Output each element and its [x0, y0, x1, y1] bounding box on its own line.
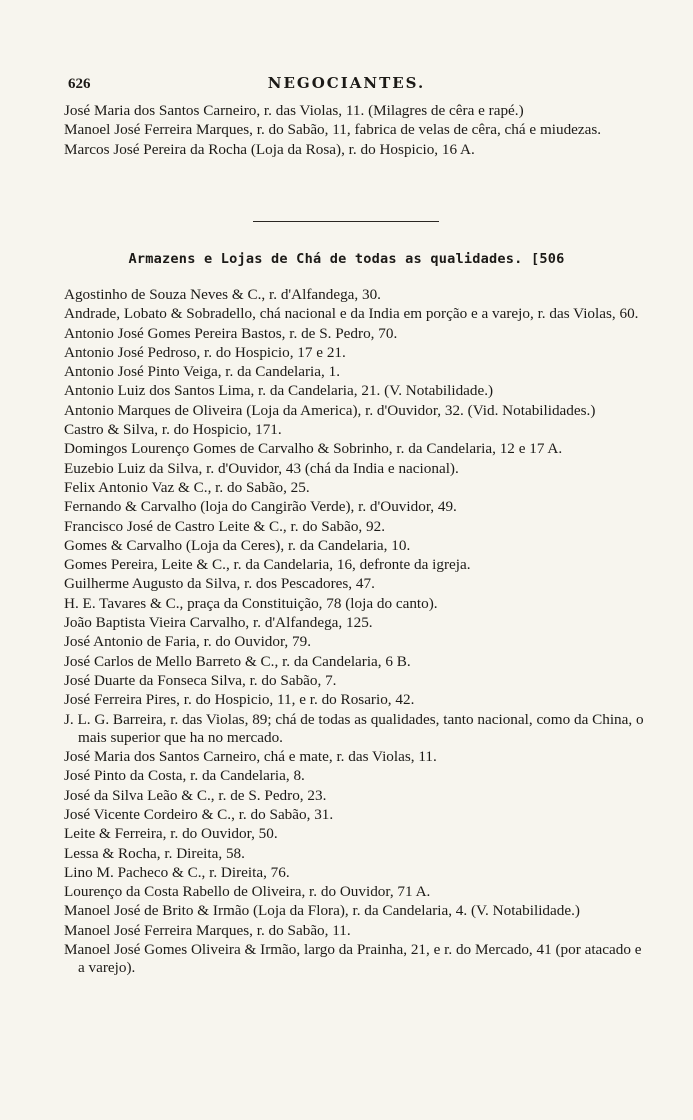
list-item: João Baptista Vieira Carvalho, r. d'Alfandega, 125.	[64, 614, 373, 632]
list-item: Fernando & Carvalho (loja do Cangirão Verde), r. d'Ouvidor, 49.	[64, 498, 457, 516]
list-item: Manoel José Gomes Oliveira & Irmão, largo da Prainha, 21, e r. do Mercado, 41 (por atacado e a varejo).	[64, 941, 642, 977]
page-number: 626	[68, 76, 91, 92]
list-item: Antonio Marques de Oliveira (Loja da America), r. d'Ouvidor, 32. (Vid. Notabilidades.)	[64, 401, 596, 419]
list-item: Manoel José de Brito & Irmão (Loja da Flora), r. da Candelaria, 4. (V. Notabilidade.)	[64, 902, 580, 920]
list-item: Gomes Pereira, Leite & C., r. da Candelaria, 16, defronte da igreja.	[64, 556, 471, 574]
list-item: Manoel José Ferreira Marques, r. do Sabão, 11.	[64, 921, 351, 939]
running-title: NEGOCIANTES.	[267, 74, 426, 92]
list-item: Guilherme Augusto da Silva, r. dos Pescadores, 47.	[64, 575, 375, 593]
list-item: Castro & Silva, r. do Hospicio, 171.	[64, 421, 282, 439]
section-heading: Armazens e Lojas de Chá de todas as qualidades. [506	[128, 251, 565, 267]
list-item: José Antonio de Faria, r. do Ouvidor, 79.	[64, 633, 312, 651]
list-item: Francisco José de Castro Leite & C., r. do Sabão, 92.	[64, 517, 385, 535]
list-item: Gomes & Carvalho (Loja da Ceres), r. da Candelaria, 10.	[64, 536, 411, 554]
list-item: José Pinto da Costa, r. da Candelaria, 8.	[64, 767, 305, 785]
list-item: José da Silva Leão & C., r. de S. Pedro, 23.	[64, 786, 327, 804]
list-item: Antonio José Pinto Veiga, r. da Candelaria, 1.	[64, 363, 341, 381]
list-item: Marcos José Pereira da Rocha (Loja da Rosa), r. do Hospicio, 16 A.	[64, 140, 475, 158]
list-item: José Carlos de Mello Barreto & C., r. da Candelaria, 6 B.	[64, 652, 411, 670]
list-item: Andrade, Lobato & Sobradello, chá nacional e da India em porção e a varejo, r. das Violas, 60.	[64, 305, 639, 323]
list-item: José Duarte da Fonseca Silva, r. do Sabão, 7.	[64, 671, 337, 689]
list-item: José Vicente Cordeiro & C., r. do Sabão, 31.	[64, 805, 334, 823]
tea-shop-list	[64, 286, 644, 979]
list-item: Lourenço da Costa Rabello de Oliveira, r. do Ouvidor, 71 A.	[64, 883, 431, 901]
list-item: Domingos Lourenço Gomes de Carvalho & Sobrinho, r. da Candelaria, 12 e 17 A.	[64, 440, 563, 458]
list-item: Agostinho de Souza Neves & C., r. d'Alfandega, 30.	[64, 286, 381, 303]
list-item: José Maria dos Santos Carneiro, chá e mate, r. das Violas, 11.	[64, 748, 437, 766]
page-header	[0, 74, 693, 96]
section-divider	[253, 221, 439, 222]
list-item: José Maria dos Santos Carneiro, r. das Violas, 11. (Milagres de cêra e rapé.)	[64, 102, 524, 119]
list-item: H. E. Tavares & C., praça da Constituição, 78 (loja do canto).	[64, 594, 438, 612]
list-item: Lino M. Pacheco & C., r. Direita, 76.	[64, 863, 290, 881]
list-item: José Ferreira Pires, r. do Hospicio, 11, e r. do Rosario, 42.	[64, 691, 415, 709]
list-item: Manoel José Ferreira Marques, r. do Sabão, 11, fabrica de velas de cêra, chá e miudezas.	[64, 121, 602, 139]
list-item: Antonio Luiz dos Santos Lima, r. da Candelaria, 21. (V. Notabilidade.)	[64, 382, 494, 400]
list-item: Felix Antonio Vaz & C., r. do Sabão, 25.	[64, 478, 310, 496]
list-item: Leite & Ferreira, r. do Ouvidor, 50.	[64, 825, 278, 843]
list-item: Antonio José Pedroso, r. do Hospicio, 17 e 21.	[64, 343, 346, 361]
list-item: J. L. G. Barreira, r. das Violas, 89; chá de todas as qualidades, tanto nacional, como da China, o mais superior que ha no mercado.	[64, 710, 644, 746]
top-entry-list	[64, 102, 644, 160]
list-item: Antonio José Gomes Pereira Bastos, r. de S. Pedro, 70.	[64, 324, 398, 342]
list-item: Euzebio Luiz da Silva, r. d'Ouvidor, 43 (chá da India e nacional).	[64, 459, 459, 477]
list-item: Lessa & Rocha, r. Direita, 58.	[64, 844, 245, 862]
